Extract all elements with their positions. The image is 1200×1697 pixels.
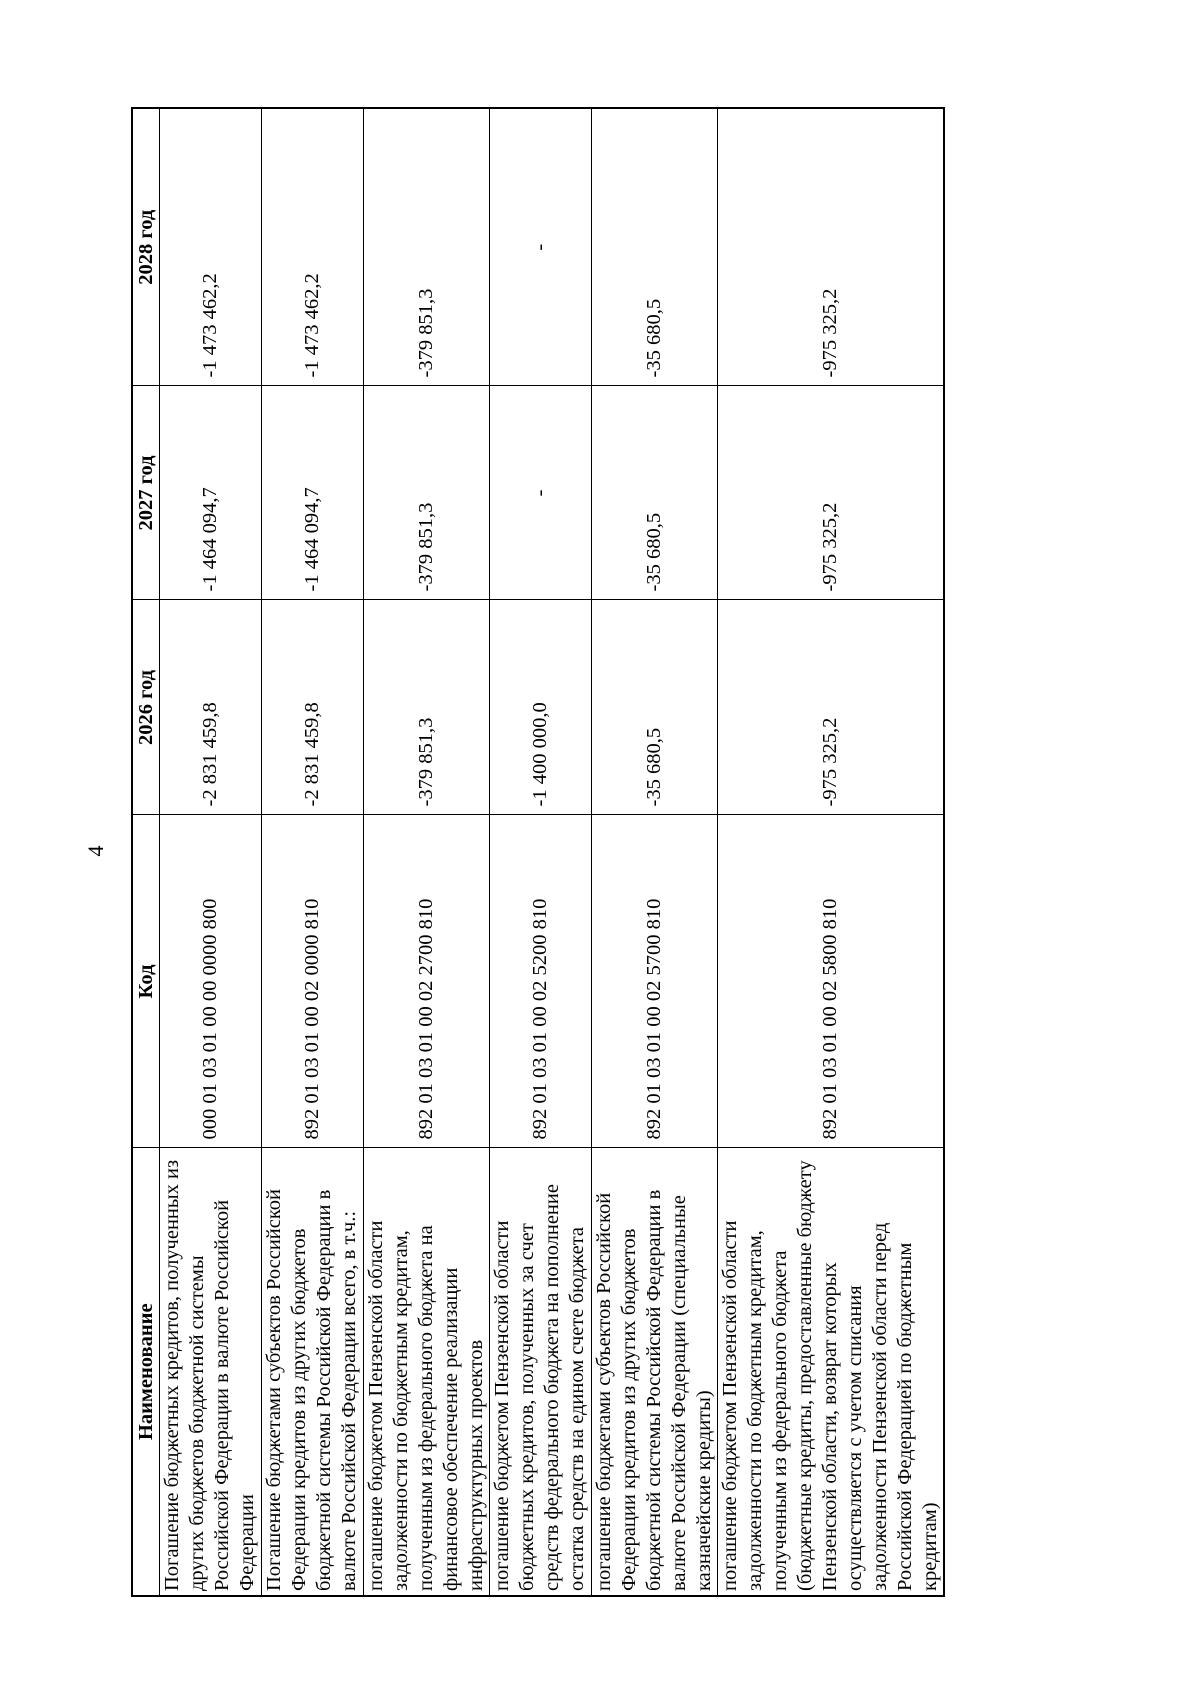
page-number: 4 [83,845,108,857]
row-2026: -975 325,2 [718,600,945,815]
row-2027: - [490,386,592,600]
row-name: Погашение бюджетами субъектов Российской Федерации кредитов из других бюджетов бюджетной системы Российской Федерации в валюте Российской Федерации всего, в т.ч.: [262,1148,364,1596]
row-name: погашение бюджетами субъектов Российской Федерации кредитов из других бюджетов бюджетной системы Российской Федерации в валюте Российской Федерации (специальные казначейские кредиты) [592,1148,718,1596]
row-2027: -379 851,3 [364,386,490,600]
table-header-row [132,108,160,1596]
budget-credit-table [131,107,945,1597]
row-2028: -975 325,2 [718,108,945,386]
table-row [592,108,718,1596]
rotated-table-wrapper [131,109,941,1597]
row-2026: -379 851,3 [364,600,490,815]
row-2026: -35 680,5 [592,600,718,815]
row-2026: -2 831 459,8 [262,600,364,815]
header-code: Код [132,815,160,1148]
row-2027: -1 464 094,7 [160,386,262,600]
row-2028: -1 473 462,2 [262,108,364,386]
row-2028: -1 473 462,2 [160,108,262,386]
header-name: Наименование [132,1148,160,1596]
row-code: 000 01 03 01 00 00 0000 800 [160,815,262,1148]
row-name: погашение бюджетом Пензенской области задолженности по бюджетным кредитам, полученным из федерального бюджета на финансовое обеспечение реализации инфраструктурных проектов [364,1148,490,1596]
row-name: Погашение бюджетных кредитов, полученных из других бюджетов бюджетной системы Российской Федерации в валюте Российской Федерации [160,1148,262,1596]
table-row [490,108,592,1596]
row-code: 892 01 03 01 00 02 5700 810 [592,815,718,1148]
table-row [160,108,262,1596]
table-row [262,108,364,1596]
row-name: погашение бюджетом Пензенской области бюджетных кредитов, полученных за счет средств федерального бюджета на пополнение остатка средств на едином счете бюджета [490,1148,592,1596]
row-2027: -975 325,2 [718,386,945,600]
table-row [364,108,490,1596]
row-code: 892 01 03 01 00 02 5200 810 [490,815,592,1148]
row-code: 892 01 03 01 00 02 5800 810 [718,815,945,1148]
row-2028: -35 680,5 [592,108,718,386]
header-2026: 2026 год [132,600,160,815]
row-name: погашение бюджетом Пензенской области задолженности по бюджетным кредитам, полученным из федерального бюджета (бюджетные кредиты, предоставленные бюджету Пензенской области, возврат которых осуществляется с учетом списания задолженности Пензенской области перед Российской Федерацией по бюджетным кредитам) [718,1148,945,1596]
row-2026: -1 400 000,0 [490,600,592,815]
row-code: 892 01 03 01 00 02 2700 810 [364,815,490,1148]
header-2028: 2028 год [132,108,160,386]
table-row [718,108,945,1596]
row-2027: -1 464 094,7 [262,386,364,600]
row-2027: -35 680,5 [592,386,718,600]
row-code: 892 01 03 01 00 02 0000 810 [262,815,364,1148]
header-2027: 2027 год [132,386,160,600]
row-2028: - [490,108,592,386]
row-2026: -2 831 459,8 [160,600,262,815]
row-2028: -379 851,3 [364,108,490,386]
